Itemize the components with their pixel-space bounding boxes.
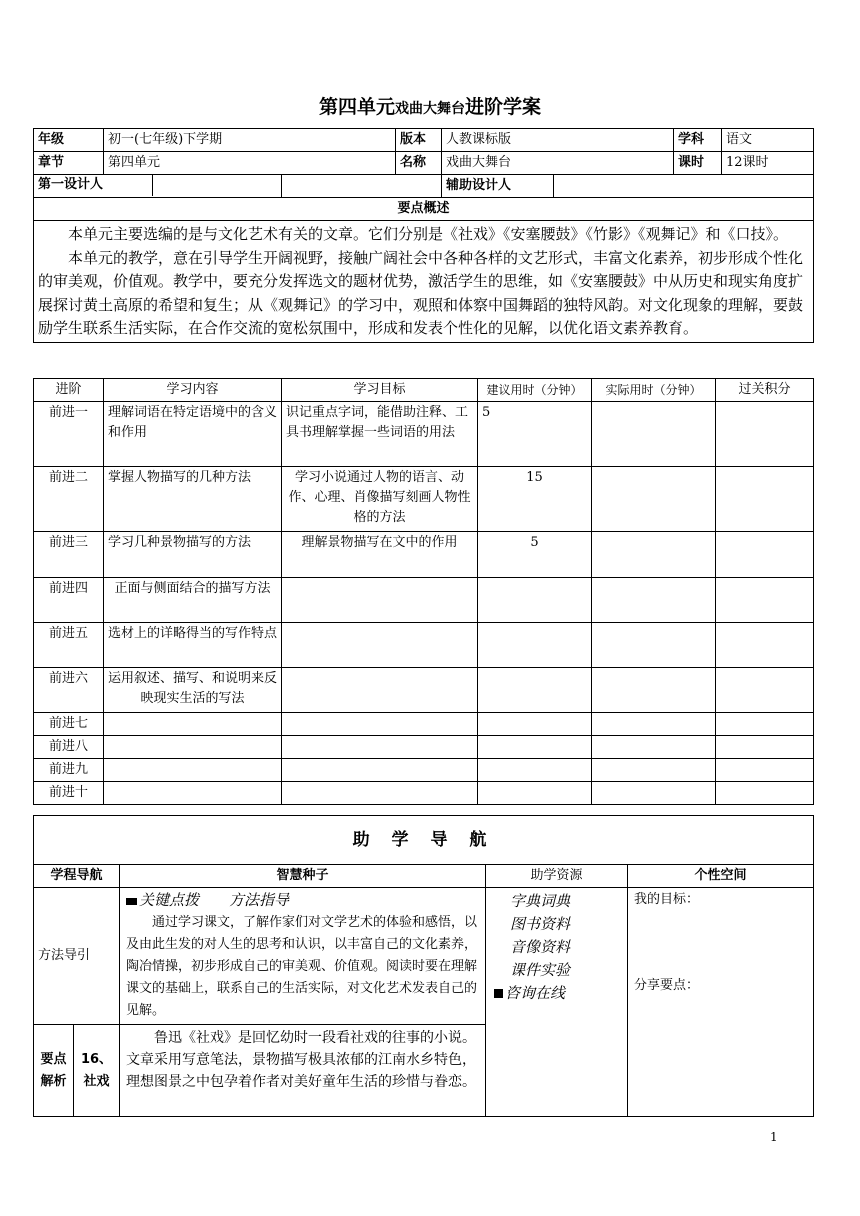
stage-goal <box>282 578 478 623</box>
subject-label: 学科 <box>674 129 722 152</box>
stage-content <box>104 759 282 782</box>
stage-points <box>716 736 814 759</box>
designer2-label: 辅助设计人 <box>442 175 554 198</box>
resource-dictionary[interactable]: 字典词典 <box>510 892 571 910</box>
stage-points <box>716 782 814 805</box>
study-plan-table <box>33 128 814 343</box>
stage-label: 前进九 <box>34 759 104 782</box>
method-text: 通过学习课文，了解作家们对文学艺术的体验和感悟，以及由此生发的对人生的思考和认识，以丰富自己的文化素养，陶冶情操，初步形成自己的审美观、价值观。阅读时要在理解课文的基础上，联系自己的生活实际，对文化艺术发表自己的见解。 <box>126 915 478 1018</box>
stage-points <box>716 402 814 467</box>
my-goal-label: 我的目标： <box>634 892 700 907</box>
stage-goal: 理解景物描写在文中的作用 <box>282 532 478 578</box>
overview-heading: 要点概述 <box>34 198 814 221</box>
name-label: 名称 <box>396 152 442 175</box>
edition-label: 版本 <box>396 129 442 152</box>
stage-actual <box>592 578 716 623</box>
subject-value: 语文 <box>722 129 814 152</box>
edition-value: 人教课标版 <box>442 129 674 152</box>
stage-content: 运用叙述、描写、和说明来反映现实生活的写法 <box>104 668 282 713</box>
navigation-heading: 助 学 导 航 <box>34 816 814 865</box>
stage-content <box>104 713 282 736</box>
stage-actual <box>592 402 716 467</box>
stages-header-points: 过关积分 <box>716 379 814 402</box>
stage-label: 前进三 <box>34 532 104 578</box>
stage-goal <box>282 713 478 736</box>
stage-actual <box>592 467 716 532</box>
col-space-header: 个性空间 <box>628 865 814 888</box>
table-row <box>34 578 814 623</box>
stage-content: 掌握人物描写的几种方法 <box>104 467 282 532</box>
stage-suggested <box>478 782 592 805</box>
designer1-value-ext <box>282 175 441 196</box>
stage-goal <box>282 759 478 782</box>
stage-content <box>104 736 282 759</box>
stage-label: 前进八 <box>34 736 104 759</box>
square-bullet-icon <box>494 989 503 998</box>
stage-suggested: 15 <box>478 467 592 532</box>
lesson-label: 16、社戏 <box>74 1025 120 1117</box>
stage-suggested <box>478 736 592 759</box>
stage-actual <box>592 782 716 805</box>
stage-goal: 学习小说通过人物的语言、动作、心理、肖像描写刻画人物性格的方法 <box>282 467 478 532</box>
table-row <box>34 759 814 782</box>
stage-points <box>716 467 814 532</box>
overview-heading-row <box>34 198 814 221</box>
key-points-label: 要点解析 <box>34 1025 74 1117</box>
stages-header-row <box>34 379 814 402</box>
stage-suggested <box>478 668 592 713</box>
col-guide-header: 学程导航 <box>34 865 120 888</box>
stages-table <box>33 378 814 805</box>
stage-suggested <box>478 713 592 736</box>
lesson-text: 鲁迅《社戏》是回忆幼时一段看社戏的往事的小说。文章采用写意笔法，景物描写极具浓郁的江南水乡特色，理想图景之中包孕着作者对美好童年生活的珍惜与眷恋。 <box>126 1030 476 1090</box>
stage-label: 前进一 <box>34 402 104 467</box>
table-row <box>34 782 814 805</box>
square-bullet-icon <box>126 898 137 905</box>
table-row <box>34 668 814 713</box>
stage-points <box>716 578 814 623</box>
stage-content: 理解词语在特定语境中的含义和作用 <box>104 402 282 467</box>
stage-content: 选材上的详略得当的写作特点 <box>104 623 282 668</box>
table-row <box>34 467 814 532</box>
stage-actual <box>592 713 716 736</box>
stage-label: 前进六 <box>34 668 104 713</box>
designer1-value <box>153 175 281 196</box>
stages-header-content: 学习内容 <box>104 379 282 402</box>
stages-header-actual: 实际用时（分钟） <box>592 379 716 402</box>
stage-suggested <box>478 759 592 782</box>
stage-points <box>716 759 814 782</box>
stage-goal <box>282 623 478 668</box>
stage-label: 前进四 <box>34 578 104 623</box>
grade-value: 初一(七年级)下学期 <box>104 129 396 152</box>
stage-suggested <box>478 578 592 623</box>
stages-header-suggested: 建议用时（分钟） <box>478 379 592 402</box>
hours-value: 12课时 <box>722 152 814 175</box>
stage-points <box>716 668 814 713</box>
stages-header-stage: 进阶 <box>34 379 104 402</box>
method-label: 方法导引 <box>34 888 120 1025</box>
stage-actual <box>592 759 716 782</box>
method-row <box>34 888 814 1025</box>
stage-goal <box>282 668 478 713</box>
navigation-header-row <box>34 865 814 888</box>
stage-label: 前进七 <box>34 713 104 736</box>
stage-goal: 识记重点字词，能借助注释、工具书理解掌握一些词语的用法 <box>282 402 478 467</box>
col-seeds-header: 智慧种子 <box>120 865 486 888</box>
stage-label: 前进五 <box>34 623 104 668</box>
designer2-value <box>554 175 814 198</box>
resource-courseware[interactable]: 课件实验 <box>510 961 571 979</box>
designer1-label: 第一设计人 <box>34 175 153 196</box>
share-points-label: 分享要点： <box>634 978 700 993</box>
overview-row <box>34 221 814 343</box>
stages-header-goal: 学习目标 <box>282 379 478 402</box>
resources-list <box>486 888 628 1117</box>
stage-suggested: 5 <box>478 402 592 467</box>
table-row <box>34 532 814 578</box>
info-row-2 <box>34 152 814 175</box>
stage-content: 学习几种景物描写的方法 <box>104 532 282 578</box>
stage-points <box>716 713 814 736</box>
resource-consult[interactable]: 咨询在线 <box>494 982 621 1005</box>
stage-points <box>716 532 814 578</box>
stage-actual <box>592 623 716 668</box>
stage-goal <box>282 782 478 805</box>
table-row <box>34 713 814 736</box>
method-title: 关键点拨 方法指导 <box>126 888 479 912</box>
info-row-3 <box>34 175 814 198</box>
table-row <box>34 736 814 759</box>
resource-audio-video[interactable]: 音像资料 <box>510 938 571 956</box>
navigation-table <box>33 815 814 1117</box>
overview-paragraph-2: 本单元的教学，意在引导学生开阔视野，接触广阔社会中各种各样的文艺形式，丰富文化素养，初步形成个性化的审美观，价值观。教学中，要充分发挥选文的题材优势，激活学生的思维，如《安塞腰鼓》中从历史和现实角度扩展探讨黄土高原的希望和复生；从《观舞记》的学习中，观照和体察中国舞蹈的独特风韵。对文化现象的理解，要鼓励学生联系生活实际，在合作交流的宽松氛围中，形成和发表个性化的见解，以优化语文素养教育。 <box>38 248 804 337</box>
page-number: 1 <box>770 1130 778 1144</box>
stage-actual <box>592 736 716 759</box>
stage-content: 正面与侧面结合的描写方法 <box>104 578 282 623</box>
hours-label: 课时 <box>674 152 722 175</box>
stage-actual <box>592 532 716 578</box>
table-row <box>34 623 814 668</box>
page-title: 第四单元戏曲大舞台进阶学案 <box>318 96 542 118</box>
stage-points <box>716 623 814 668</box>
stage-actual <box>592 668 716 713</box>
stage-suggested <box>478 623 592 668</box>
info-row-1 <box>34 129 814 152</box>
stage-suggested: 5 <box>478 532 592 578</box>
grade-label: 年级 <box>34 129 104 152</box>
table-row <box>34 402 814 467</box>
overview-paragraph-1: 本单元主要选编的是与文化艺术有关的文章。它们分别是《社戏》《安塞腰鼓》《竹影》《观舞记》和《口技》。 <box>68 225 789 243</box>
chapter-value: 第四单元 <box>104 152 396 175</box>
resource-books[interactable]: 图书资料 <box>510 915 571 933</box>
stage-label: 前进二 <box>34 467 104 532</box>
stage-goal <box>282 736 478 759</box>
chapter-label: 章节 <box>34 152 104 175</box>
name-value: 戏曲大舞台 <box>442 152 674 175</box>
col-resources-header: 助学资源 <box>486 865 628 888</box>
stage-content <box>104 782 282 805</box>
stage-label: 前进十 <box>34 782 104 805</box>
navigation-heading-row <box>34 816 814 865</box>
